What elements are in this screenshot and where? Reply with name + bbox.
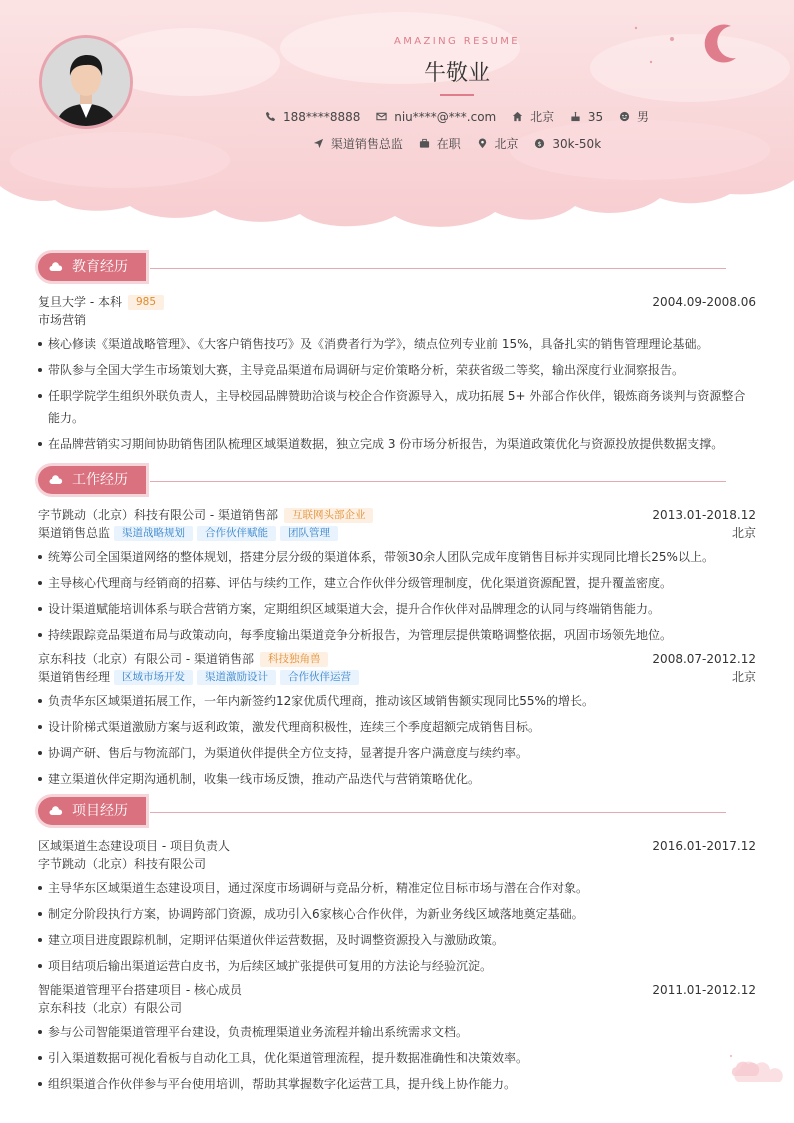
section-pill [38,797,146,825]
contact-info-row [0,108,794,125]
work-entry [38,650,756,790]
section-title: 项目经历 [72,803,128,819]
company-name: 字节跳动（北京）科技有限公司 - 渠道销售部 [38,508,278,522]
list-item: 建立项目进度跟踪机制，定期评估渠道伙伴运营数据，及时调整资源投入与激励政策。 [38,929,756,951]
decorative-cloud-icon [728,1052,786,1086]
education-title-bar [38,253,756,285]
home-icon [512,111,523,122]
section-title: 教育经历 [72,259,128,275]
section-divider [150,481,726,482]
project-entry [38,981,756,1095]
city-item: 北京 [512,108,554,125]
cloud-icon [49,806,63,816]
list-item: 主导华东区域渠道生态建设项目，通过深度市场调研与竞品分析，精准定位目标市场与潜在合作对象。 [38,877,756,899]
job-role: 渠道销售总监 [38,526,111,540]
list-item: 引入渠道数据可视化看板与自动化工具，优化渠道管理流程，提升数据准确性和决策效率。 [38,1047,756,1069]
cloud-icon [49,262,63,272]
list-item: 参与公司智能渠道管理平台建设，负责梳理渠道业务流程并输出系统需求文档。 [38,1021,756,1043]
skill-tag: 渠道激励设计 [197,670,276,685]
skill-tag: 区域市场开发 [114,670,193,685]
projects-section [38,797,756,1099]
major: 市场营销 [38,313,87,327]
list-item: 核心修读《渠道战略管理》、《大客户销售技巧》及《消费者行为学》，绩点位列专业前 15%，具备扎实的销售管理理论基础。 [38,333,756,355]
age-item: 35 [570,110,603,124]
name-underline [440,94,474,96]
list-item: 负责华东区域渠道拓展工作，一年内新签约12家优质代理商，推动该区域销售额实现同比55%的增长。 [38,690,756,712]
work-city: 北京 [731,526,756,540]
project-date: 2016.01-2017.12 [652,839,756,853]
send-icon [313,138,324,149]
cloud-icon [49,475,63,485]
work-section [38,466,756,794]
school-tag: 985 [128,295,164,310]
salary-item: $ 30k-50k [534,137,601,151]
project-date: 2011.01-2012.12 [652,983,756,997]
list-item: 组织渠道合作伙伴参与平台使用培训，帮助其掌握数字化运营工具，提升线上协作能力。 [38,1073,756,1095]
face-icon [619,111,630,122]
project-name: 区域渠道生态建设项目 - 项目负责人 [38,839,230,853]
work-title-bar [38,466,756,498]
section-pill [38,466,146,494]
education-entry [38,293,756,455]
list-item: 制定分阶段执行方案，协调跨部门资源，成功引入6家核心合作伙伴，为新业务线区域落地奠定基础。 [38,903,756,925]
work-date: 2008.07-2012.12 [652,652,756,666]
school-name: 复旦大学 - 本科 [38,295,122,309]
candidate-name: 牛敬业 [423,61,490,86]
location-pin-icon [477,138,488,149]
work-date: 2013.01-2018.12 [652,508,756,522]
project-bullets [38,877,756,977]
intent-city-item: 北京 [477,135,519,152]
projects-title-bar [38,797,756,829]
skill-tag: 合作伙伴运营 [280,670,359,685]
project-org: 字节跳动（北京）科技有限公司 [38,857,207,871]
skill-tag: 渠道战略规划 [114,526,193,541]
resume-tagline: AMAZING RESUME [394,36,520,47]
list-item: 任职学院学生组织外联负责人，主导校园品牌赞助洽谈与校企合作资源导入，成功拓展 5+ 外部合作伙伴，锻炼商务谈判与资源整合能力。 [38,385,756,429]
project-bullets [38,1021,756,1095]
mail-icon [376,111,387,122]
section-pill [38,253,146,281]
skill-tag: 合作伙伴赋能 [197,526,276,541]
email-item: niu****@***.com [376,110,496,124]
work-bullets [38,546,756,646]
list-item: 主导核心代理商与经销商的招募、评估与续约工作，建立合作伙伴分级管理制度，优化渠道资源配置，提升覆盖密度。 [38,572,756,594]
list-item: 建立渠道伙伴定期沟通机制，收集一线市场反馈，推动产品迭代与营销策略优化。 [38,768,756,790]
project-entry [38,837,756,977]
work-city: 北京 [731,670,756,684]
company-tag: 互联网头部企业 [284,508,374,523]
list-item: 项目结项后输出渠道运营白皮书，为后续区域扩张提供可复用的方法论与经验沉淀。 [38,955,756,977]
work-entry [38,506,756,646]
skill-tag: 团队管理 [280,526,338,541]
education-date: 2004.09-2008.06 [652,295,756,309]
company-tag: 科技独角兽 [260,652,329,667]
list-item: 持续跟踪竞品渠道布局与政策动向，每季度输出渠道竞争分析报告，为管理层提供策略调整依据，巩固市场领先地位。 [38,624,756,646]
intent-position-item: 渠道销售总监 [313,135,403,152]
company-name: 京东科技（北京）有限公司 - 渠道销售部 [38,652,254,666]
phone-item: 188****8888 [265,110,360,124]
briefcase-icon [419,138,430,149]
section-title: 工作经历 [72,472,128,488]
gender-item: 男 [619,108,649,125]
list-item: 带队参与全国大学生市场策划大赛，主导竞品渠道布局调研与定价策略分析，荣获省级二等奖，输出深度行业洞察报告。 [38,359,756,381]
work-bullets [38,690,756,790]
job-intent-row [0,135,794,152]
education-section [38,253,756,459]
list-item: 设计阶梯式渠道激励方案与返利政策，激发代理商积极性，连续三个季度超额完成销售目标。 [38,716,756,738]
money-icon [534,138,545,149]
list-item: 协调产研、售后与物流部门，为渠道伙伴提供全方位支持，显著提升客户满意度与续约率。 [38,742,756,764]
list-item: 在品牌营销实习期间协助销售团队梳理区域渠道数据，独立完成 3 份市场分析报告，为渠道政策优化与资源投放提供数据支撑。 [38,433,756,455]
education-bullets [38,333,756,455]
cake-icon [570,111,581,122]
phone-icon [265,111,276,122]
svg-text:$: $ [537,139,542,148]
project-org: 京东科技（北京）有限公司 [38,1001,183,1015]
section-divider [150,268,726,269]
list-item: 统筹公司全国渠道网络的整体规划，搭建分层分级的渠道体系，带领30余人团队完成年度销售目标并实现同比增长25%以上。 [38,546,756,568]
list-item: 设计渠道赋能培训体系与联合营销方案，定期组织区域渠道大会，提升合作伙伴对品牌理念的认同与终端销售能力。 [38,598,756,620]
section-divider [150,812,726,813]
project-name: 智能渠道管理平台搭建项目 - 核心成员 [38,983,242,997]
status-item: 在职 [419,135,461,152]
job-role: 渠道销售经理 [38,670,111,684]
